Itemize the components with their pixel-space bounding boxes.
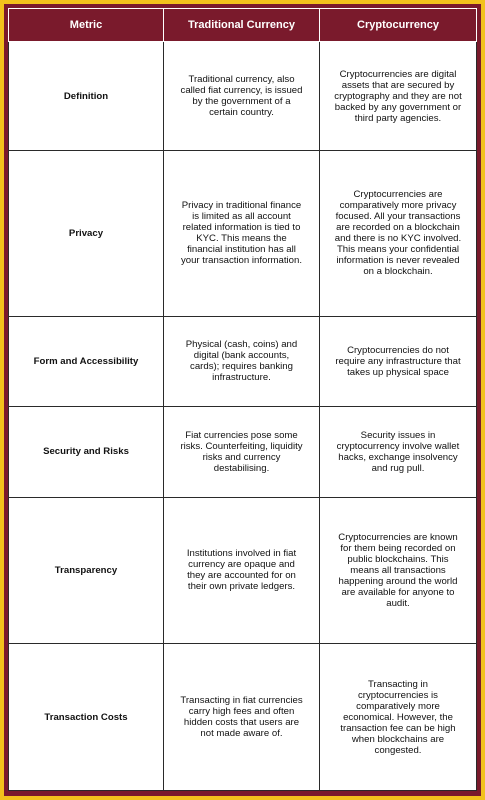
comparison-table <box>8 8 477 791</box>
traditional-cell: Physical (cash, coins) and digital (bank accounts, cards); requires banking infrastructure. <box>164 316 320 406</box>
traditional-cell: Transacting in fiat currencies carry high fees and often hidden costs that users are not made aware of. <box>164 644 320 791</box>
crypto-cell: Security issues in cryptocurrency involve wallet hacks, exchange insolvency and rug pull. <box>320 407 477 497</box>
traditional-cell: Traditional currency, also called fiat currency, is issued by the government of a certain country. <box>164 42 320 151</box>
table-row <box>9 42 477 151</box>
crypto-cell: Transacting in cryptocurrencies is comparatively more economical. However, the transaction fee can be high when blockchains are congested. <box>320 644 477 791</box>
traditional-cell: Fiat currencies pose some risks. Counterfeiting, liquidity risks and currency destabilising. <box>164 407 320 497</box>
metric-cell: Form and Accessibility <box>9 316 164 406</box>
header-metric: Metric <box>9 9 164 42</box>
table-row <box>9 407 477 497</box>
crypto-cell: Cryptocurrencies do not require any infrastructure that takes up physical space <box>320 316 477 406</box>
traditional-cell: Privacy in traditional finance is limited as all account related information is tied to KYC. This means the financial institution has all your transaction information. <box>164 151 320 316</box>
table-row <box>9 151 477 316</box>
metric-cell: Transaction Costs <box>9 644 164 791</box>
header-cryptocurrency: Cryptocurrency <box>320 9 477 42</box>
crypto-cell: Cryptocurrencies are digital assets that are secured by cryptography and they are not backed by any government or third party agencies. <box>320 42 477 151</box>
header-traditional-currency: Traditional Currency <box>164 9 320 42</box>
table-row <box>9 497 477 644</box>
crypto-cell: Cryptocurrencies are comparatively more privacy focused. All your transactions are recorded on a blockchain and there is no KYC involved. This means your confidential information is never revealed on a blockchain. <box>320 151 477 316</box>
table-row <box>9 316 477 406</box>
metric-cell: Privacy <box>9 151 164 316</box>
table-row <box>9 644 477 791</box>
metric-cell: Definition <box>9 42 164 151</box>
metric-cell: Security and Risks <box>9 407 164 497</box>
crypto-cell: Cryptocurrencies are known for them being recorded on public blockchains. This means all transactions happening around the world are available for anyone to audit. <box>320 497 477 644</box>
metric-cell: Transparency <box>9 497 164 644</box>
traditional-cell: Institutions involved in fiat currency are opaque and they are accounted for on their own private ledgers. <box>164 497 320 644</box>
header-row <box>9 9 477 42</box>
